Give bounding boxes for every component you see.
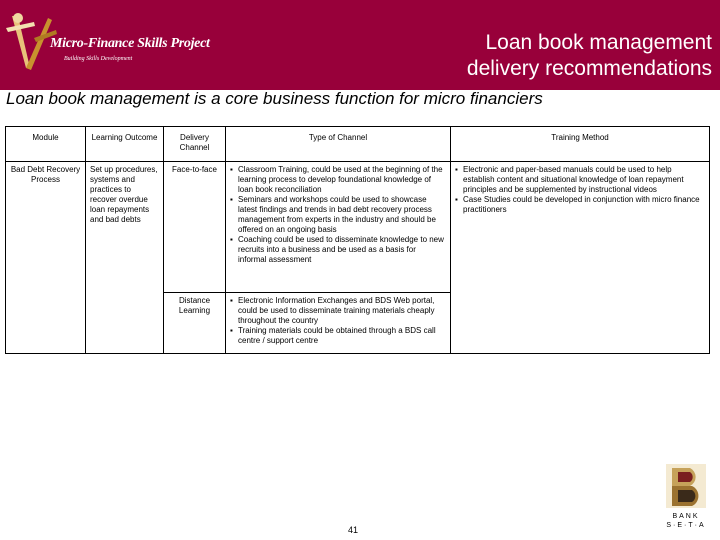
list-item: ▪ Classroom Training, could be used at the beginning of the learning process to develop foundational knowledge of loan book reconciliation — [230, 165, 446, 195]
page-title — [467, 30, 712, 82]
title-line-2: delivery recommendations — [466, 57, 712, 80]
title-line-1: Loan book management — [485, 31, 712, 54]
list-item: ▪ Electronic Information Exchanges and BDS Web portal, could be used to disseminate training materials cheaply throughout the country — [230, 296, 446, 326]
list-item: ▪ Electronic and paper-based manuals could be used to help establish content and situational knowledge of loan repayment principles and be supplemented by instructional videos — [455, 165, 705, 195]
bank-seta-logo — [660, 462, 712, 534]
delivery-table — [5, 126, 710, 354]
list-item: ▪ Training materials could be obtained through a BDS call centre / support centre — [230, 326, 446, 346]
type-cell-face-to-face — [226, 162, 451, 293]
list-item: ▪ Case Studies could be developed in conjunction with micro finance practitioners — [455, 195, 705, 215]
page-subtitle: Loan book management is a core business function for micro financiers — [6, 89, 543, 108]
bank-seta-wordmark — [660, 512, 712, 530]
bank-word: BANK — [672, 513, 700, 520]
table-header-row — [6, 127, 710, 162]
logo-tagline: Building Skills Development — [64, 56, 133, 62]
type-cell-distance-learning — [226, 293, 451, 354]
header-delivery-channel: Delivery Channel — [164, 127, 226, 162]
channel-face-to-face: Face-to-face — [164, 162, 226, 293]
seta-word: S·E·T·A — [666, 522, 706, 529]
list-item: ▪ Coaching could be used to disseminate knowledge to new recruits into a business and be used as a basis for informal assessment — [230, 235, 446, 265]
header-type-of-channel: Type of Channel — [226, 127, 451, 162]
learning-outcome-cell: Set up procedures, systems and practices to recover overdue loan repayments and bad debts — [86, 162, 164, 354]
page-number: 41 — [348, 525, 359, 535]
micro-finance-logo — [4, 8, 210, 78]
header-banner — [0, 0, 720, 90]
header-learning-outcome: Learning Outcome — [86, 127, 164, 162]
bank-seta-emblem-icon — [660, 462, 712, 510]
header-module: Module — [6, 127, 86, 162]
logo-title: Micro-Finance Skills Project — [50, 36, 210, 51]
list-item: ▪ Seminars and workshops could be used to showcase latest findings and trends in bad debt recovery process management from experts in the industry and should be offered on an ongoing basis — [230, 195, 446, 235]
channel-distance-learning: Distance Learning — [164, 293, 226, 354]
header-training-method: Training Method — [451, 127, 710, 162]
module-cell: Bad Debt Recovery Process — [6, 162, 86, 354]
training-method-cell — [451, 162, 710, 354]
table-row — [6, 162, 710, 293]
